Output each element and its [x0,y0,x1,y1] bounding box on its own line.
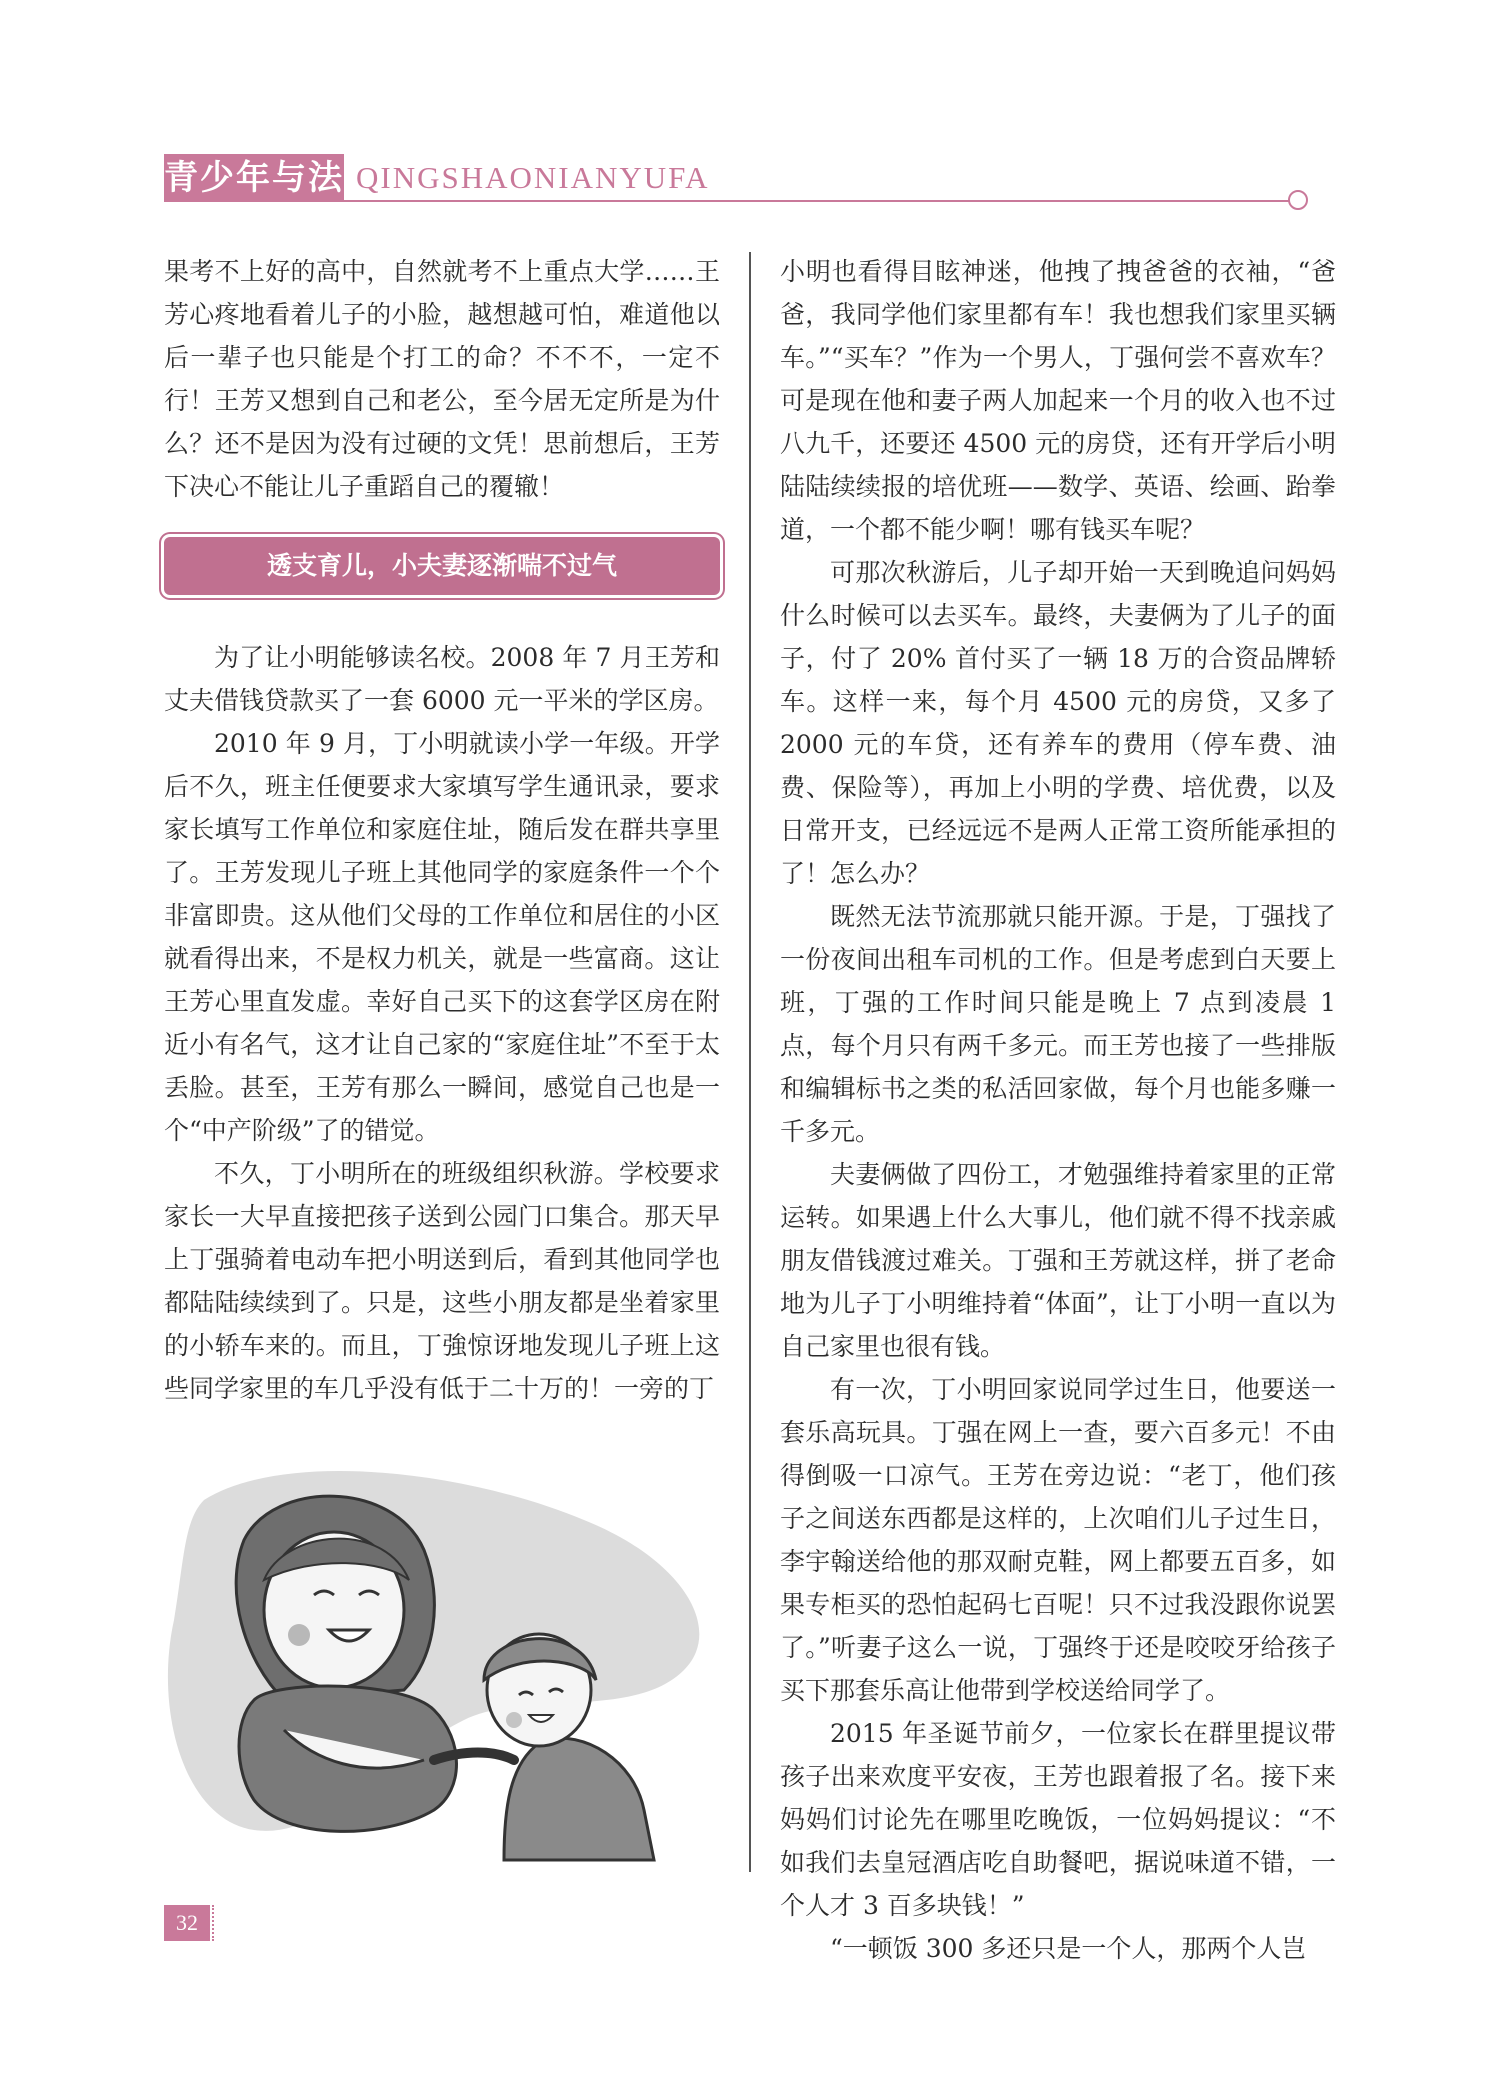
paragraph: 既然无法节流那就只能开源。于是，丁强找了一份夜间出租车司机的工作。但是考虑到白天要上班，丁强的工作时间只能是晚上 7 点到凌晨 1 点，每个月只有两千多元。而王芳也接了一些排版和编辑标书之类的私活回家做，每个月也能多赚一千多元。 [780,902,1336,1146]
paragraph: 为了让小明能够读名校。2008 年 7 月王芳和丈夫借钱贷款买了一套 6000 元一平米的学区房。 [164,643,720,715]
header-rule [164,200,1294,202]
section-heading-banner: 透支育儿，小夫妻逐渐喘不过气 [164,537,720,595]
column-divider [749,252,751,1872]
section-pinyin: QINGSHAONIANYUFA [356,160,710,195]
paragraph: 夫妻俩做了四份工，才勉强维持着家里的正常运转。如果遇上什么大事儿，他们就不得不找亲戚朋友借钱渡过难关。丁强和王芳就这样，拼了老命地为儿子丁小明维持着“体面”，让丁小明一直以为自己家里也很有钱。 [780,1160,1336,1361]
magazine-section-title: 青少年与法 [164,154,344,202]
paragraph: 有一次，丁小明回家说同学过生日，他要送一套乐高玩具。丁强在网上一查，要六百多元！不由得倒吸一口凉气。王芳在旁边说：“老丁，他们孩子之间送东西都是这样的，上次咱们儿子过生日，李宇翰送给他的那双耐克鞋，网上都要五百多，如果专柜买的恐怕起码七百呢！只不过我没跟你说罢了。”听妻子这么一说，丁强终于还是咬咬牙给孩子买下那套乐高让他带到学校送给同学了。 [780,1375,1336,1705]
mother-and-child-illustration [164,1460,724,1870]
header-rule-end-circle [1288,190,1308,210]
paragraph: 果考不上好的高中，自然就考不上重点大学……王芳心疼地看着儿子的小脸，越想越可怕，难道他以后一辈子也只能是个打工的命？不不不，一定不行！王芳又想到自己和老公，至今居无定所是为什么？还不是因为没有过硬的文凭！思前想后，王芳下决心不能让儿子重蹈自己的覆辙！ [164,257,720,501]
paragraph: 可那次秋游后，儿子却开始一天到晚追问妈妈什么时候可以去买车。最终，夫妻俩为了儿子的面子，付了 20% 首付买了一辆 18 万的合资品牌轿车。这样一来，每个月 4500 元的房贷，又多了 2000 元的车贷，还有养车的费用（停车费、油费、保险等），再加上小明的学费、培优费，以及日常开支，已经远远不是两人正常工资所能承担的了！怎么办？ [780,558,1336,888]
paragraph: 2010 年 9 月，丁小明就读小学一年级。开学后不久，班主任便要求大家填写学生通讯录，要求家长填写工作单位和家庭住址，随后发在群共享里了。王芳发现儿子班上其他同学的家庭条件一个个非富即贵。这从他们父母的工作单位和居住的小区就看得出来，不是权力机关，就是一些富商。这让王芳心里直发虚。幸好自己买下的这套学区房在附近小有名气，这才让自己家的“家庭住址”不至于太丢脸。甚至，王芳有那么一瞬间，感觉自己也是一个“中产阶级”了的错觉。 [164,729,720,1145]
right-column [780,250,1336,1970]
paragraph: 小明也看得目眩神迷，他拽了拽爸爸的衣袖，“爸爸，我同学他们家里都有车！我也想我们家里买辆车。”“买车？”作为一个男人，丁强何尝不喜欢车？可是现在他和妻子两人加起来一个月的收入也不过八九千，还要还 4500 元的房贷，还有开学后小明陆陆续续报的培优班——数学、英语、绘画、跆拳道，一个都不能少啊！哪有钱买车呢？ [780,257,1336,544]
paragraph: 不久，丁小明所在的班级组织秋游。学校要求家长一大早直接把孩子送到公园门口集合。那天早上丁强骑着电动车把小明送到后，看到其他同学也都陆陆续续到了。只是，这些小朋友都是坐着家里的小轿车来的。而且，丁強惊讶地发现儿子班上这些同学家里的车几乎没有低于二十万的！一旁的丁 [164,1159,720,1403]
page-number: 32 [164,1905,210,1941]
paragraph: 2015 年圣诞节前夕，一位家长在群里提议带孩子出来欢度平安夜，王芳也跟着报了名。接下来妈妈们讨论先在哪里吃晚饭，一位妈妈提议：“不如我们去皇冠酒店吃自助餐吧，据说味道不错，一个人才 3 百多块钱！” [780,1719,1336,1920]
paragraph: “一顿饭 300 多还只是一个人，那两个人岂 [830,1934,1307,1963]
left-column [164,250,720,1410]
page-number-dots [212,1905,216,1941]
running-header [164,154,1314,202]
